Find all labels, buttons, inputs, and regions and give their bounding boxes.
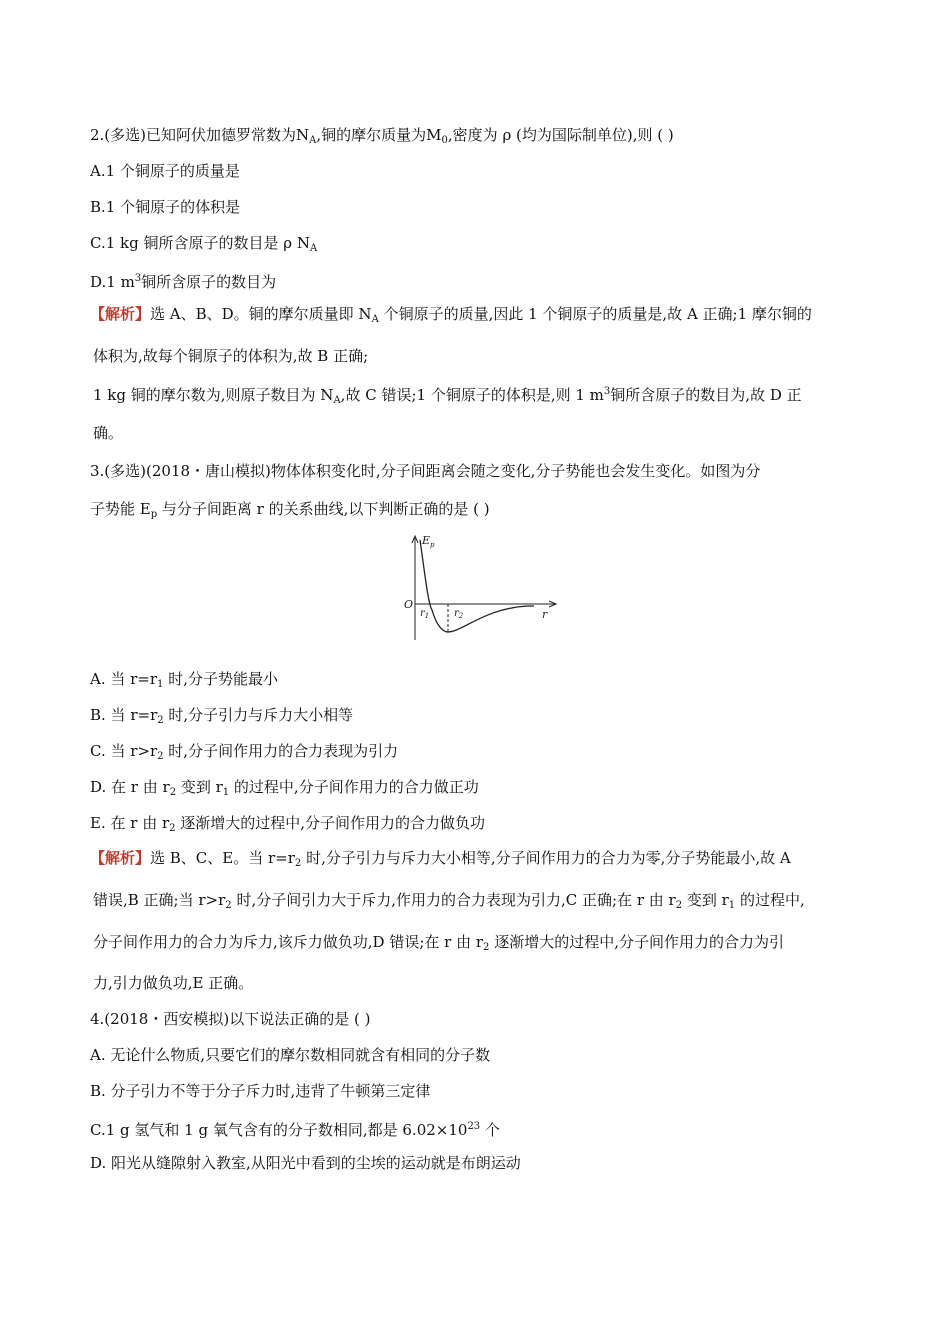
r1-label: $r_1$ [420,608,430,620]
q4-stem: 4.(2018・西安模拟)以下说法正确的是 ( ) [90,1010,371,1028]
q3-option-b: B. 当 $r=r_2$ 时,分子引力与斥力大小相等 [90,706,354,726]
q3-option-c: C. 当 $r>r_2$ 时,分子间作用力的合力表现为引力 [90,742,399,762]
q3-analysis-line1: 【解析】选 B、C、E。当 $r=r_2$ 时,分子引力与斥力大小相等,分子间作用力的合力为零,分子势能最小,故 A [90,849,791,869]
r-axis-label: r [542,608,548,621]
q4-option-b: B. 分子引力不等于分子斥力时,违背了牛顿第三定律 [90,1082,431,1100]
q3-option-a: A. 当 $r=r_1$ 时,分子势能最小 [90,670,278,690]
analysis-tag: 【解析】 [90,305,151,323]
q3-analysis-line3: 分子间作用力的合力为斥力,该斥力做负功,D 错误;在 r 由 $r_2$ 逐渐增大的过程中,分子间作用力的合力为引 [93,933,784,953]
q3-stem-line2: 子势能 $E_p$ 与分子间距离 r 的关系曲线,以下判断正确的是 ( ) [90,500,490,520]
q2-option-c: C.1 kg 铜所含原子的数目是 ρ $N_A$ [90,234,318,254]
q3-analysis-line4: 力,引力做负功,E 正确。 [93,974,254,992]
q2-option-d: D.1 $m^3$铜所含原子的数目为 [90,273,277,291]
q3-analysis-line2: 错误,B 正确;当 $r>r_2$ 时,分子间引力大于斥力,作用力的合力表现为引力,C 正确;在 r 由 $r_2$ 变到 $r_1$ 的过程中, [93,891,805,911]
q3-stem-line1: 3.(多选)(2018・唐山模拟)物体体积变化时,分子间距离会随之变化,分子势能也会发生变化。如图为分 [90,462,761,480]
q4-option-d: D. 阳光从缝隙射入教室,从阳光中看到的尘埃的运动就是布朗运动 [90,1154,521,1172]
q2-analysis-line2: 体积为,故每个铜原子的体积为,故 B 正确; [93,347,369,365]
q3-option-e: E. 在 r 由 $r_2$ 逐渐增大的过程中,分子间作用力的合力做负功 [90,814,486,834]
r2-label: $r_2$ [454,608,464,620]
q2-analysis-line3: 1 kg 铜的摩尔数为,则原子数目为 $N_A$,故 C 错误;1 个铜原子的体积是,则 1 $m^3$铜所含原子的数目为,故 D 正 [93,386,802,406]
q2-option-a: A.1 个铜原子的质量是 [90,162,240,180]
ep-curve [420,540,534,632]
q3-option-d: D. 在 r 由 $r_2$ 变到 $r_1$ 的过程中,分子间作用力的合力做正功 [90,778,479,798]
ep-label: $E_p$ [422,534,435,549]
q4-option-a: A. 无论什么物质,只要它们的摩尔数相同就含有相同的分子数 [90,1046,491,1064]
q2-analysis-line4: 确。 [93,424,124,442]
q2-analysis-line1: 【解析】选 A、B、D。铜的摩尔质量即 $N_A$ 个铜原子的质量,因此 1 个铜原子的质量是,故 A 正确;1 摩尔铜的 [90,305,812,325]
potential-energy-curve-figure [400,532,560,644]
q4-option-c: C.1 g 氢气和 1 g 氧气含有的分子数相同,都是 $6.02\times 10^{23}$ 个 [90,1121,500,1139]
analysis-tag: 【解析】 [90,849,151,867]
origin-label: O [404,598,414,611]
q2-stem: 2.(多选)已知阿伏加德罗常数为$N_A$,铜的摩尔质量为$M_0$,密度为 ρ (均为国际制单位),则 ( ) [90,126,674,146]
q2-option-b: B.1 个铜原子的体积是 [90,198,241,216]
